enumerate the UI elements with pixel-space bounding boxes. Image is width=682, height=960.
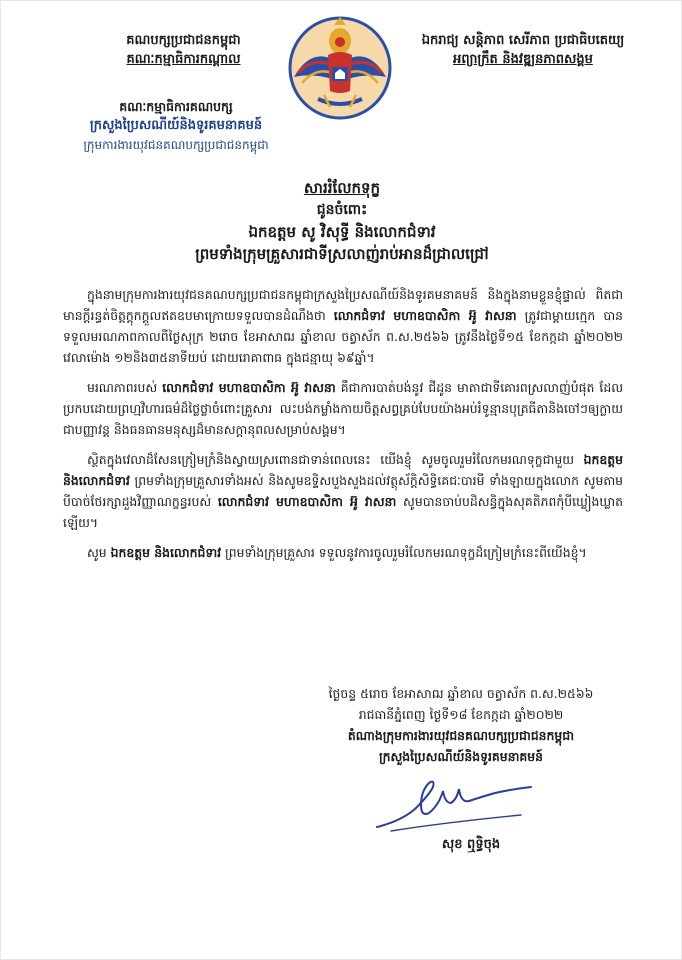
p1-deceased-name: លោកជំទាវ មហាឧបាសិកា អ៊ូ វាសនា [333,308,517,323]
solar-date: រាជធានីភ្នំពេញ ថ្ងៃទី១៨ ខែកក្កដា ឆ្នាំ២០២២ [358,707,564,722]
on-behalf-line: តំណាងក្រុមការងារយុវជនគណបក្សប្រជាជនកម្ពុជា [347,728,575,743]
party-emblem-icon [288,15,392,121]
party-name: គណបក្សប្រជាជនកម្ពុជា [126,33,241,48]
sub-office-block [61,97,291,154]
party-header [71,31,296,69]
youth-group: ក្រុមការងារយុវជនគណបក្សប្រជាជនកម្ពុជា [83,138,269,152]
title-recipient: ឯកឧត្តម សូ វិសុទ្ធី និងលោកជំទាវ [248,223,436,241]
closing-block [291,683,631,767]
ministry-line: ក្រសួងប្រៃសណីយ៍និងទូរគមនាគមន៍ [378,749,544,764]
title-addressed-to: ជូនចំពោះ [316,202,368,218]
motto-line-1: ឯករាជ្យ សន្តិភាព សេរីភាព ប្រជាធិបតេយ្យ [421,33,625,48]
p2-text-b: គឺជាការបាត់បង់នូវ ជីដូន មាតាជាទីគោរពស្រលាញ់បំផុត ដែលប្រកបដោយព្រហ្មវិហារធម៌ដ៏ថ្លៃថ្លាចំពោះគ្រួសារ លះបង់កម្លាំងកាយចិត្តសព្វគ្រប់បែបយ៉ាងអប់រំទូន្មានបុត្រធីតានិងចៅៗឲ្យក្លាយជាបញ្ញាវន្ត និងធនធានមនុស្សដ៏មានសក្តានុពលសម្រាប់សង្គម។ [63,380,624,437]
p2-text-a: មរណភាពរបស់ [87,380,163,395]
p4-recipient-name: ឯកឧត្តម និងលោកជំទាវ [110,545,222,560]
p4-text-b: ព្រមទាំងក្រុមគ្រួសារ ទទួលនូវការចូលរួមរំលែកមរណទុក្ខដ៏ក្រៀមក្រំនេះពីយើងខ្ញុំ។ [221,545,587,560]
title-family: ព្រមទាំងក្រុមគ្រួសារជាទីស្រលាញ់រាប់អានដ៏ជ្រាលជ្រៅ [195,245,489,263]
title-condolence: សាររំលែកទុក្ខ [303,179,381,197]
signer-name: សុខ ឮទ្ធិចុង [441,837,501,852]
p2-deceased-name: លោកជំទាវ មហាឧបាសិកា អ៊ូ វាសនា [162,380,336,395]
p3-deceased-name: លោកជំទាវ មហាឧបាសិកា អ៊ូ វាសនា [217,494,397,509]
party-committee: គណៈកម្មាធិការគណបក្ស [119,99,233,114]
motto-line-2: អព្យាក្រឹត និងវឌ្ឍនភាពសង្គម [453,52,593,67]
p3-recipient-name: ឯកឧត្តម និងលោកជំទាវ [63,452,623,488]
paragraph-3 [63,449,623,533]
signature-icon [371,769,536,839]
lunar-date: ថ្ងៃចន្ទ ៥រោច ខែអាសាឍ ឆ្នាំខាល ចត្វាស័ក ព.ស.២៥៦៦ [328,686,594,701]
paragraph-1 [63,284,623,368]
p1-text-a: ក្នុងនាមក្រុមការងារយុវជនគណបក្សប្រជាជនកម្ពុជាក្រសួងប្រៃសណីយ៍និងទូរគមនាគមន៍ និងក្នុងនាមខ្លួនខ្ញុំផ្ទាល់ ពិតជាមានក្តីរន្ធត់ចិត្តក្តុកក្តួលឥតឧបមាក្រោយទទួលបានដំណឹងថា [63,287,623,323]
paragraph-4 [63,542,623,563]
national-motto [393,31,653,69]
p3-text-a: ស្ថិតក្នុងវេលាដ៏សែនក្រៀមក្រំនិងស្វាយស្រពោនជាទាន់ពេលនេះ យើងខ្ញុំ សូមចូលរួមរំលែកមរណទុក្ខជាមួយ [87,452,584,467]
letter-title [61,177,623,265]
p4-text-a: សូម [87,545,111,560]
p3-text-c: សូមបានចាប់បដិសន្ធិក្នុងសុគតិភពកុំបីឃ្លៀងឃ្លាតឡើយ។ [63,494,624,530]
ministry-name: ក្រសួងប្រៃសណីយ៍និងទូរគមនាគមន៍ [89,118,263,133]
p1-text-b: ត្រូវជាម្តាយក្មេក បានទទួលមរណភាពកាលពីថ្ងៃសុក្រ ២រោច ខែអាសាឍ ឆ្នាំខាល ចត្វាស័ក ព.ស.២៥៦៦ ត្រូវនឹងថ្ងៃទី១៥ ខែកក្កដា ឆ្នាំ២០២២ វេលាម៉ោង ១២និង៣៥នាទីយប់ ដោយរោគាពាធ ក្នុងជន្មាយុ ៦៩ឆ្នាំ។ [63,308,624,365]
p3-text-b: ព្រមទាំងក្រុមគ្រួសារទាំងអស់ និងសូមឧទ្ទិសបួងសួងដល់វត្ថុស័ក្តិសិទ្ធិគេជៈបារមី ទាំងឡាយក្នុងលោក សូមតាមបីបាច់ថែរក្សាដួងវិញ្ញាណក្ខន្ធរបស់ [63,473,623,509]
letter-body [63,284,623,572]
central-committee: គណៈកម្មាធិការកណ្តាល [126,52,241,67]
paragraph-2 [63,377,623,440]
